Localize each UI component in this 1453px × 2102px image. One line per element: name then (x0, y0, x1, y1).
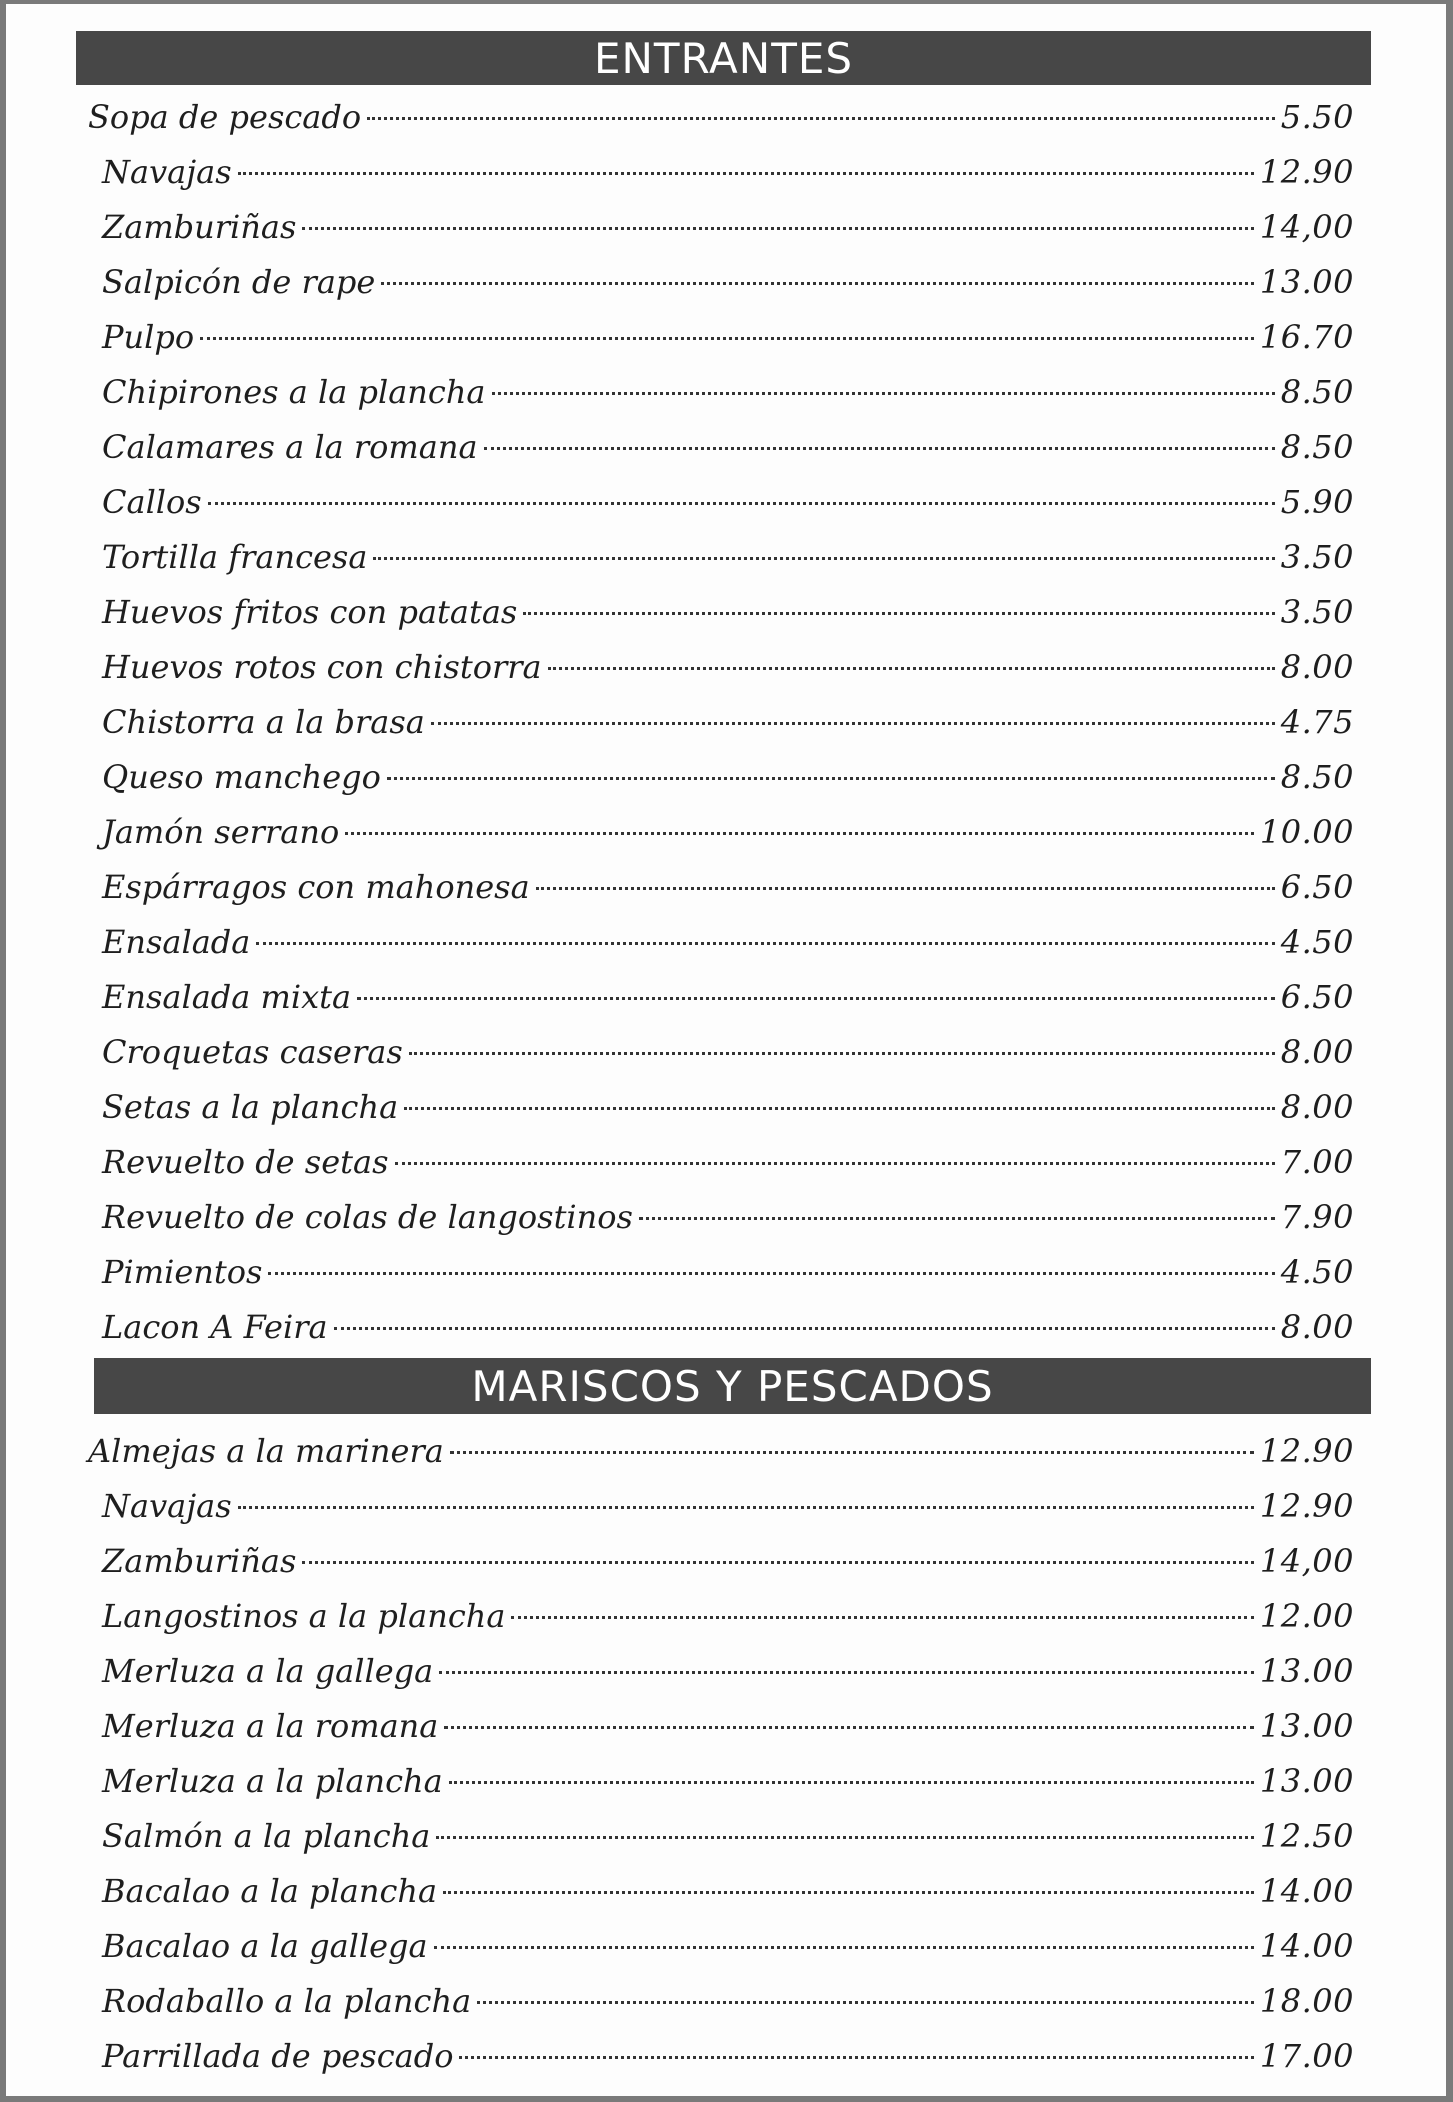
menu-item-price: 12.50 (1259, 1817, 1354, 1855)
dot-leader (439, 1671, 1254, 1674)
dot-leader (492, 392, 1275, 395)
menu-item (6, 145, 1446, 200)
menu-item-name: Ensalada (102, 923, 251, 961)
dot-leader (639, 1217, 1275, 1220)
menu-item-name: Merluza a la gallega (102, 1652, 434, 1690)
menu-item-price: 8.50 (1280, 428, 1354, 466)
mariscos-y-pescados-list (6, 1424, 1446, 2084)
dot-leader (523, 612, 1274, 615)
menu-item-price: 3.50 (1280, 538, 1354, 576)
dot-leader (387, 777, 1275, 780)
menu-item (6, 750, 1446, 805)
dot-leader (409, 1052, 1275, 1055)
menu-item-price: 8.50 (1280, 373, 1354, 411)
dot-leader (345, 832, 1254, 835)
menu-item (6, 1479, 1446, 1534)
dot-leader (548, 667, 1275, 670)
menu-item (6, 420, 1446, 475)
menu-item-name: Chistorra a la brasa (102, 703, 425, 741)
menu-item-name: Navajas (102, 1487, 232, 1525)
menu-item-name: Almejas a la marinera (88, 1432, 444, 1470)
dot-leader (459, 2056, 1253, 2059)
dot-leader (334, 1327, 1275, 1330)
menu-item (6, 1135, 1446, 1190)
menu-item-name: Zamburiñas (102, 1542, 297, 1580)
dot-leader (477, 2001, 1254, 2004)
menu-item-name: Pulpo (102, 318, 195, 356)
dot-leader (395, 1162, 1275, 1165)
menu-item-price: 4.50 (1280, 923, 1354, 961)
menu-item (6, 1245, 1446, 1300)
menu-item-name: Calamares a la romana (102, 428, 478, 466)
section-header-entrantes: ENTRANTES (76, 31, 1371, 85)
dot-leader (511, 1616, 1253, 1619)
menu-item (6, 255, 1446, 310)
menu-item-price: 17.00 (1259, 2037, 1354, 2075)
menu-item-name: Revuelto de setas (102, 1143, 389, 1181)
menu-item (6, 1190, 1446, 1245)
menu-item-name: Espárragos con mahonesa (102, 868, 530, 906)
menu-item-name: Lacon A Feira (102, 1308, 328, 1346)
menu-item (6, 1424, 1446, 1479)
dot-leader (268, 1272, 1274, 1275)
dot-leader (450, 1451, 1254, 1454)
dot-leader (436, 1836, 1254, 1839)
menu-item (6, 1300, 1446, 1355)
menu-item-price: 8.00 (1280, 648, 1354, 686)
dot-leader (302, 227, 1254, 230)
menu-item-price: 13.00 (1259, 1652, 1354, 1690)
menu-item (6, 1699, 1446, 1754)
menu-item-price: 13.00 (1259, 1762, 1354, 1800)
menu-item-price: 5.90 (1280, 483, 1354, 521)
menu-item-name: Queso manchego (102, 758, 381, 796)
menu-item-name: Croquetas caseras (102, 1033, 403, 1071)
menu-item (6, 475, 1446, 530)
menu-item-price: 14.00 (1259, 1927, 1354, 1965)
dot-leader (381, 282, 1254, 285)
menu-item-name: Langostinos a la plancha (102, 1597, 506, 1635)
menu-item-price: 4.75 (1280, 703, 1354, 741)
menu-item-name: Salmón a la plancha (102, 1817, 431, 1855)
menu-item-name: Bacalao a la plancha (102, 1872, 438, 1910)
menu-item-price: 13.00 (1259, 1707, 1354, 1745)
menu-item (6, 860, 1446, 915)
menu-item (6, 1864, 1446, 1919)
menu-item-name: Huevos rotos con chistorra (102, 648, 542, 686)
menu-item-price: 18.00 (1259, 1982, 1354, 2020)
dot-leader (367, 117, 1275, 120)
menu-item-name: Sopa de pescado (88, 98, 362, 136)
menu-item (6, 90, 1446, 145)
menu-item-price: 7.00 (1280, 1143, 1354, 1181)
menu-item-name: Setas a la plancha (102, 1088, 399, 1126)
menu-item-price: 14,00 (1259, 208, 1354, 246)
dot-leader (208, 502, 1275, 505)
menu-item (6, 200, 1446, 255)
menu-item-name: Tortilla francesa (102, 538, 368, 576)
menu-item-price: 12.90 (1259, 1487, 1354, 1525)
menu-item-price: 8.00 (1280, 1088, 1354, 1126)
dot-leader (444, 1726, 1254, 1729)
menu-item (6, 970, 1446, 1025)
dot-leader (256, 942, 1274, 945)
menu-item-price: 12.90 (1259, 1432, 1354, 1470)
menu-item-name: Revuelto de colas de langostinos (102, 1198, 633, 1236)
menu-item-price: 7.90 (1280, 1198, 1354, 1236)
menu-item-price: 12.00 (1259, 1597, 1354, 1635)
menu-item (6, 2029, 1446, 2084)
dot-leader (431, 722, 1275, 725)
menu-item-price: 14,00 (1259, 1542, 1354, 1580)
dot-leader (357, 997, 1275, 1000)
menu-item (6, 1080, 1446, 1135)
dot-leader (404, 1107, 1275, 1110)
menu-item-price: 5.50 (1280, 98, 1354, 136)
section-header-mariscos-y-pescados: MARISCOS Y PESCADOS (94, 1358, 1371, 1414)
menu-item (6, 365, 1446, 420)
menu-item-name: Rodaballo a la plancha (102, 1982, 472, 2020)
dot-leader (373, 557, 1274, 560)
menu-item-name: Bacalao a la gallega (102, 1927, 428, 1965)
menu-item (6, 1754, 1446, 1809)
menu-item (6, 805, 1446, 860)
menu-item-name: Huevos fritos con patatas (102, 593, 518, 631)
menu-item-price: 3.50 (1280, 593, 1354, 631)
entrantes-list (6, 90, 1446, 1355)
menu-item (6, 1919, 1446, 1974)
menu-item (6, 1644, 1446, 1699)
menu-item-name: Salpicón de rape (102, 263, 376, 301)
menu-item-name: Navajas (102, 153, 232, 191)
menu-item-price: 10.00 (1259, 813, 1354, 851)
menu-item (6, 1025, 1446, 1080)
menu-item-price: 4.50 (1280, 1253, 1354, 1291)
menu-page (6, 4, 1446, 2096)
menu-item-price: 8.00 (1280, 1033, 1354, 1071)
menu-item (6, 530, 1446, 585)
menu-item-name: Parrillada de pescado (102, 2037, 454, 2075)
dot-leader (302, 1561, 1254, 1564)
menu-item-name: Ensalada mixta (102, 978, 352, 1016)
dot-leader (238, 1506, 1254, 1509)
dot-leader (443, 1891, 1254, 1894)
menu-item-name: Chipirones a la plancha (102, 373, 486, 411)
menu-item (6, 695, 1446, 750)
menu-item-price: 13.00 (1259, 263, 1354, 301)
menu-item (6, 310, 1446, 365)
menu-item-name: Pimientos (102, 1253, 263, 1291)
dot-leader (536, 887, 1275, 890)
menu-item-price: 6.50 (1280, 978, 1354, 1016)
dot-leader (238, 172, 1254, 175)
menu-item (6, 1809, 1446, 1864)
menu-item (6, 1534, 1446, 1589)
menu-item-name: Merluza a la plancha (102, 1762, 443, 1800)
menu-item-name: Callos (102, 483, 202, 521)
menu-item-price: 14.00 (1259, 1872, 1354, 1910)
menu-item (6, 1589, 1446, 1644)
dot-leader (434, 1946, 1254, 1949)
menu-item-price: 12.90 (1259, 153, 1354, 191)
menu-item-price: 16.70 (1259, 318, 1354, 356)
menu-item (6, 915, 1446, 970)
dot-leader (449, 1781, 1254, 1784)
menu-item-name: Zamburiñas (102, 208, 297, 246)
menu-item (6, 640, 1446, 695)
menu-item (6, 585, 1446, 640)
dot-leader (484, 447, 1275, 450)
menu-item-price: 8.00 (1280, 1308, 1354, 1346)
menu-item-price: 6.50 (1280, 868, 1354, 906)
dot-leader (200, 337, 1254, 340)
menu-item-name: Jamón serrano (102, 813, 340, 851)
menu-item-price: 8.50 (1280, 758, 1354, 796)
menu-item-name: Merluza a la romana (102, 1707, 439, 1745)
menu-item (6, 1974, 1446, 2029)
